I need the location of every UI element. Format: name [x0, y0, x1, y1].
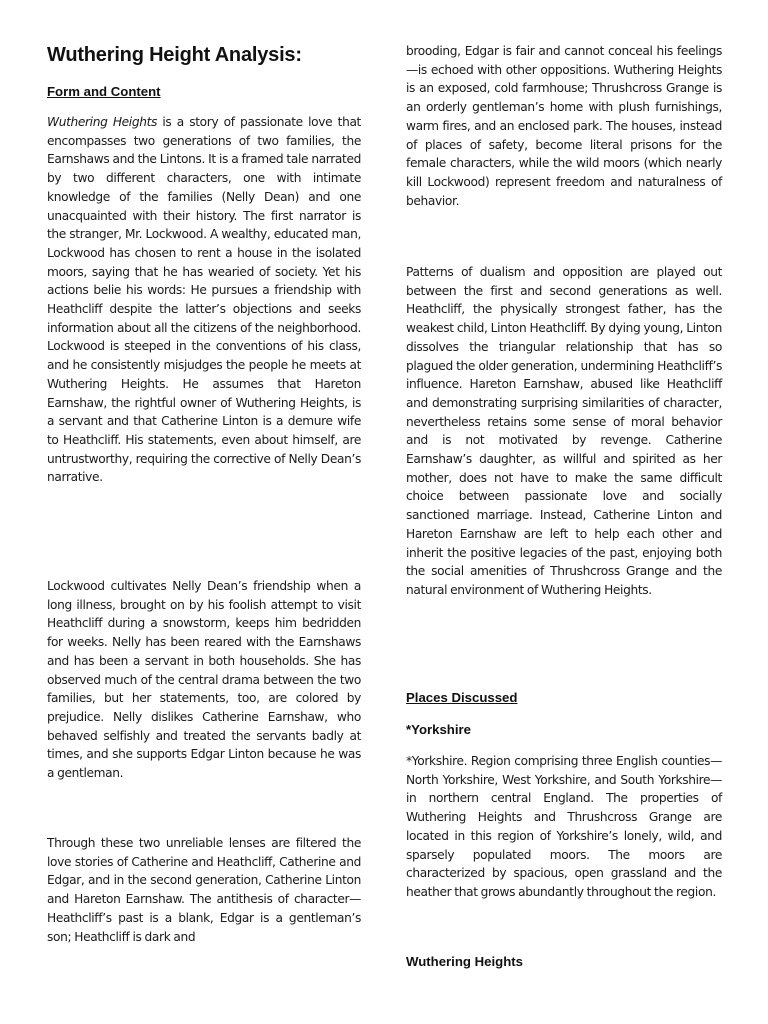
- document-title: Wuthering Height Analysis:: [47, 44, 302, 66]
- subheading-wuthering-heights: Wuthering Heights: [406, 954, 523, 969]
- paragraph-oppositions: brooding, Edgar is fair and cannot conceal his feelings—is echoed with other oppositions. Wuthering Heights is an exposed, cold farmhouse; Thrushcross Grange is an orderly gentleman’s home with plush furnishings, warm fires, and an enclosed park. The houses, instead of places of safety, become literal prisons for the female characters, while the wild moors (which nearly kill Lockwood) represent freedom and naturalness of behavior.: [406, 44, 722, 208]
- paragraph-lenses: Through these two unreliable lenses are filtered the love stories of Catherine and Heathcliff, Catherine and Edgar, and in the second generation, Catherine Linton and Hareton Earnshaw. The antithesis of character—Heathcliff’s past is a blank, Edgar is a gentleman’s son; Heathcliff is dark and: [47, 836, 361, 944]
- section-heading-form-content: Form and Content: [47, 84, 161, 99]
- paragraph-lockwood: Lockwood cultivates Nelly Dean’s friendship when a long illness, brought on by his foolish attempt to visit Heathcliff during a snowstorm, keeps him bedridden for weeks. Nelly has been reared with the Earnshaws and has been a servant in both households. She has observed much of the central drama between the two families, but her statements, too, are colored by prejudice. Nelly dislikes Catherine Earnshaw, who behaved selfishly and treated the servants badly at times, and she supports Edgar Linton because he was a gentleman.: [47, 579, 361, 781]
- paragraph-yorkshire: *Yorkshire. Region comprising three English counties—North Yorkshire, West Yorkshire, and South Yorkshire—in northern central England. The properties of Wuthering Heights and Thrushcross Grange are located in this region of Yorkshire’s lonely, wild, and sparsely populated moors. The moors are characterized by spacious, open grassland and the heather that grows abundantly throughout the region.: [406, 754, 722, 899]
- section-heading-places: Places Discussed: [406, 690, 518, 705]
- subheading-yorkshire: *Yorkshire: [406, 722, 471, 737]
- paragraph-intro: [47, 113, 361, 487]
- paragraph-dualism: Patterns of dualism and opposition are played out between the first and second generations as well. Heathcliff, the physically strongest father, has the weakest child, Linton Heathcliff. By dying young, Linton dissolves the triangular relationship that has so plagued the older generation, undermining Heathcliff’s influence. Hareton Earnshaw, abused like Heathcliff and demonstrating surprising similarities of character, nevertheless retains some sense of moral behavior and is not motivated by revenge. Catherine Earnshaw’s daughter, as willful and spirited as her mother, does not have to make the same difficult choice between passionate love and socially sanctioned marriage. Instead, Catherine Linton and Hareton Earnshaw are left to help each other and inherit the positive legacies of the past, enjoying both the social amenities of Thrushcross Grange and the natural environment of Wuthering Heights.: [406, 265, 722, 597]
- book-title-italic: Wuthering Heights: [47, 115, 158, 129]
- paragraph-intro-text: is a story of passionate love that encompasses two generations of two families, the Earnshaws and the Lintons. It is a framed tale narrated by two different characters, one with intimate knowledge of the families (Nelly Dean) and one unacquainted with their history. The first narrator is the stranger, Mr. Lockwood. A wealthy, educated man, Lockwood has chosen to rent a house in the isolated moors, saying that he has wearied of society. Yet his actions belie his words: He pursues a friendship with Heathcliff despite the latter’s objections and seeks information about all the citizens of the neighborhood. Lockwood is steeped in the conventions of his class, and he consistently misjudges the people he meets at Wuthering Heights. He assumes that Hareton Earnshaw, the rightful owner of Wuthering Heights, is a servant and that Catherine Linton is a demure wife to Heathcliff. His statements, even about himself, are untrustworthy, requiring the corrective of Nelly Dean’s narrative.: [47, 115, 361, 485]
